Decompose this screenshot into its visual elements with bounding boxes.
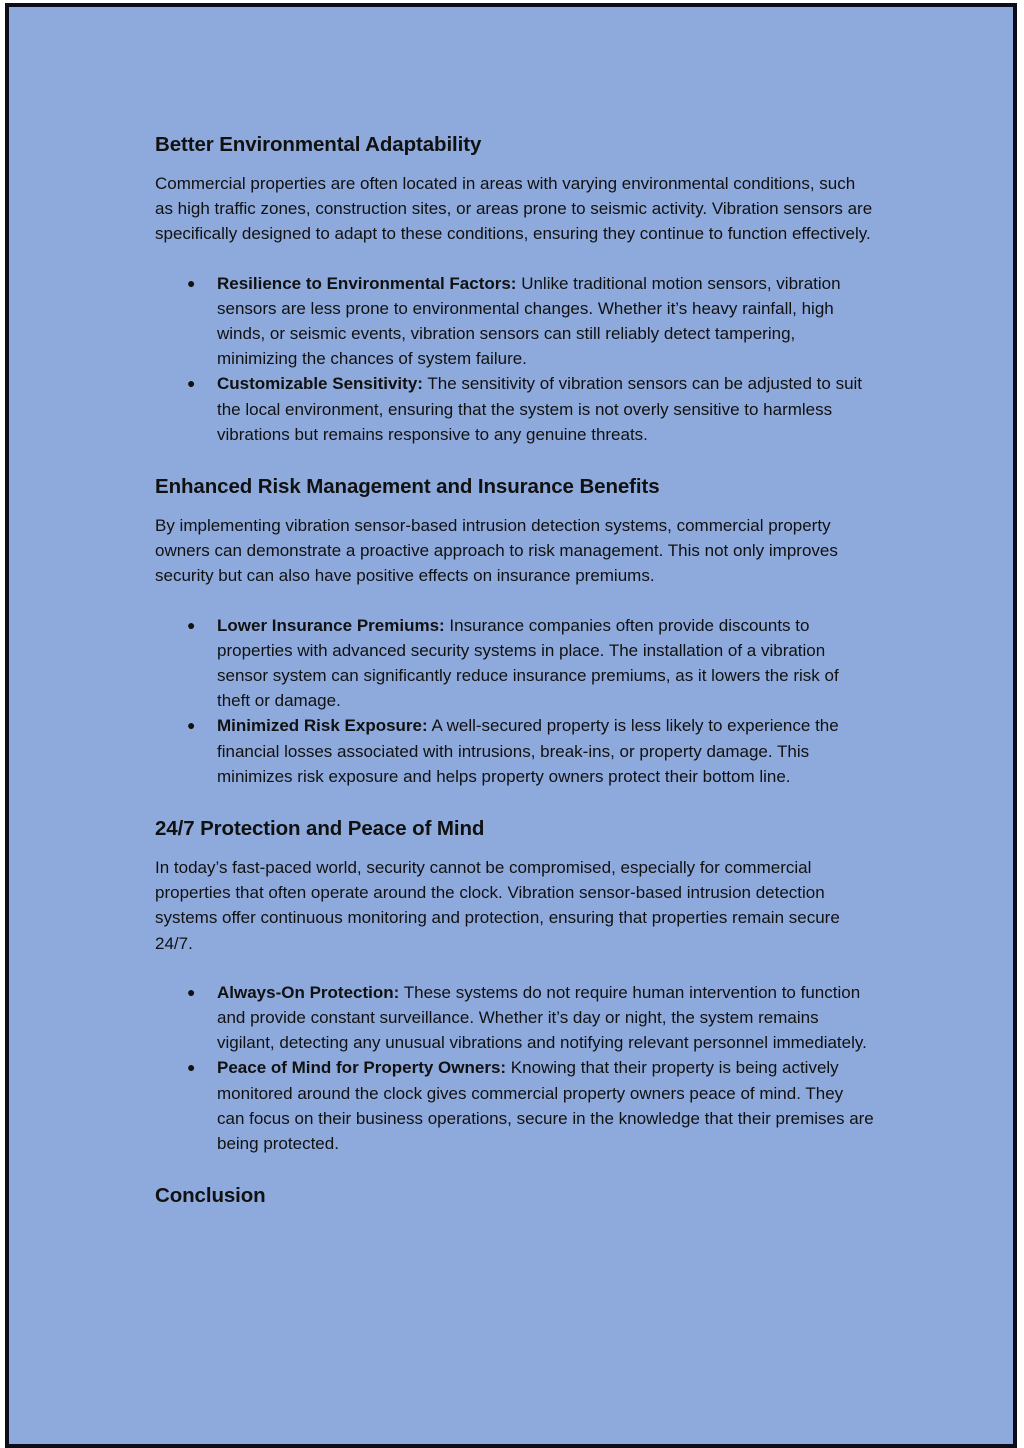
list-item: [187, 271, 875, 372]
bullet-text: A well-secured property is less likely to experience the financial losses associated with intrusions, break-ins, or property damage. This minimizes risk exposure and helps property owners protect their bottom line.: [217, 716, 839, 786]
bullet-icon: ●: [187, 717, 196, 734]
bullet-icon: ●: [187, 274, 196, 291]
bullet-icon: ●: [187, 375, 196, 392]
section-heading-risk-management: Enhanced Risk Management and Insurance Benefits: [155, 475, 660, 499]
bullet-text: The sensitivity of vibration sensors can be adjusted to suit the local environment, ensuring that the system is not overly sensitive to harmless vibrations but remains responsive to any genuine threats.: [217, 374, 863, 444]
bullet-label: Customizable Sensitivity:: [217, 374, 423, 394]
section-heading-conclusion: Conclusion: [155, 1184, 266, 1208]
section-heading-environmental-adaptability: Better Environmental Adaptability: [155, 133, 482, 156]
bullet-label: Peace of Mind for Property Owners:: [217, 1058, 507, 1078]
bullet-label: Always-On Protection:: [217, 982, 400, 1002]
bullet-label: Lower Insurance Premiums:: [217, 615, 445, 635]
list-item: [187, 613, 875, 714]
list-item: [187, 713, 875, 789]
document-page: [5, 3, 1017, 1448]
section-paragraph-risk-management: By implementing vibration sensor-based intrusion detection systems, commercial property owners can demonstrate a proactive approach to risk management. This not only improves security but can also have positive effects on insurance premiums.: [155, 516, 838, 586]
list-item: [187, 371, 875, 447]
bullet-text: Knowing that their property is being actively monitored around the clock gives commercial property owners peace of mind. They can focus on their business operations, secure in the knowledge that their premises are being protected.: [217, 1058, 874, 1154]
bullet-label: Resilience to Environmental Factors:: [217, 273, 517, 293]
bullet-icon: ●: [187, 1059, 196, 1076]
bullet-list-risk-management: [155, 613, 875, 789]
section-paragraph-environmental-adaptability: Commercial properties are often located in areas with varying environmental conditions, such as high traffic zones, construction sites, or areas prone to seismic activity. Vibration sensors are specifically designed to adapt to these conditions, ensuring they continue to function effectively.: [155, 174, 873, 244]
bullet-text: These systems do not require human intervention to function and provide constant surveillance. Whether it’s day or night, the system remains vigilant, detecting any unusual vibrations and notifying relevant personnel immediately.: [217, 982, 867, 1053]
bullet-text: Insurance companies often provide discounts to properties with advanced security systems in place. The installation of a vibration sensor system can significantly reduce insurance premiums, as it lowers the risk of theft or damage.: [217, 615, 839, 711]
bullet-label: Minimized Risk Exposure:: [217, 716, 428, 736]
bullet-text: Unlike traditional motion sensors, vibration sensors are less prone to environmental changes. Whether it’s heavy rainfall, high winds, or seismic events, vibration sensors can still reliably detect tampering, minimizing the chances of system failure.: [217, 273, 841, 369]
bullet-icon: ●: [187, 983, 196, 1000]
section-paragraph-protection: In today’s fast-paced world, security cannot be compromised, especially for commercial properties that often operate around the clock. Vibration sensor-based intrusion detection systems offer continuous monitoring and protection, ensuring that properties remain secure 24/7.: [155, 858, 840, 953]
document-content: [155, 129, 875, 1210]
section-heading-protection: 24/7 Protection and Peace of Mind: [155, 817, 485, 841]
bullet-list-protection: [155, 980, 875, 1156]
list-item: [187, 980, 875, 1056]
list-item: [187, 1055, 875, 1156]
bullet-icon: ●: [187, 616, 196, 633]
bullet-list-environmental-adaptability: [155, 271, 875, 447]
